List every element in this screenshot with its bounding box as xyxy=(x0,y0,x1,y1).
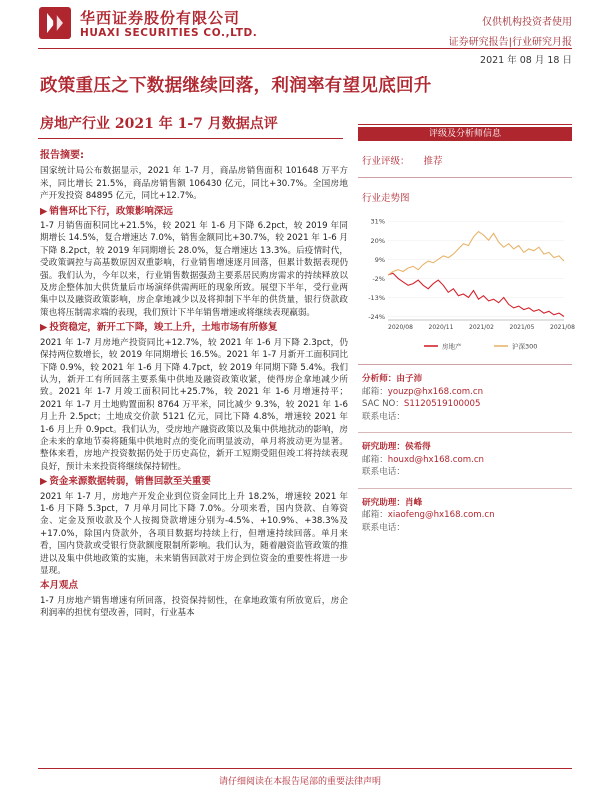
y-tick-label: 9% xyxy=(374,255,385,264)
section-heading xyxy=(40,476,348,488)
analyst-email[interactable]: xiaofeng@hx168.com.cn xyxy=(387,510,495,520)
section-body: 1-7 月房地产销售增速有所回落，投资保持韧性，在拿地政策有所放宽后，房企利润率的担忧有望改善，同时，行业基本 xyxy=(40,595,348,619)
audience-note: 仅供机构投资者使用 xyxy=(482,17,572,28)
rating-value: 推荐 xyxy=(423,156,443,167)
y-tick-label: 20% xyxy=(370,236,385,245)
analyst-email[interactable]: houxd@hx168.com.cn xyxy=(387,454,485,465)
y-tick-label: -13% xyxy=(368,293,385,302)
sidebar-divider xyxy=(358,177,572,178)
section-body: 2021 年 1-7 月房地产投资同比+12.7%，较 2021 年 1-6 月下降 2.3pct，仍保持两位数增长，较 2019 年同期增长 16.5%。2021 年 1-7 月新开工面积同比下降 0.9%，较 2021 年 1-6 月下降 4.7pct，较 2019 年同期下降 5.4%。我们认为，新开工有所回落主要系集中供地及融资政策收紧，使得房企拿地减少所致。2021 年 1-7 月竣工面积同比+25.7%，较 2021 年 1-6 月增速持平；2021 年 1-7 月土地购置面积 8764 万平米，同比减少 9.3%，较 2021 年 1-6 月上升 2.5pct；土地成交价款 5121 亿元，同比下降 4.8%，增速较 2021 年 1-6 月上升 0.9pct。我们认为，受房地产融资政策以及集中供地扰动的影响，房企未来的拿地节奏将随集中供地时点的变化而明显波动，单月将波动更为显著。整体来看，房地产投资数据仍处于历史高位，新开工短期受阻但竣工将持续表现良好，预计未来投资将继续保持韧性。 xyxy=(40,337,348,472)
analyst-role: 研究助理： xyxy=(362,442,405,452)
analyst-block xyxy=(358,441,572,479)
analyst-name: 肖峰 xyxy=(404,497,423,508)
x-tick-label: 2021/05 xyxy=(509,324,535,331)
email-label: 邮箱： xyxy=(362,454,388,465)
analyst-name: 侯希得 xyxy=(404,442,431,452)
report-date: 2021 年 08 月 18 日 xyxy=(480,55,572,66)
header-divider xyxy=(38,48,572,49)
rating-label: 行业评级： xyxy=(362,156,410,167)
trend-chart-svg xyxy=(358,210,575,360)
sidebar xyxy=(358,124,575,534)
analyst-block xyxy=(358,497,572,535)
bullet-arrow-icon: ▶ xyxy=(40,476,48,488)
sidebar-header: 评级及分析师信息 xyxy=(358,127,572,141)
sidebar-top-divider xyxy=(358,124,572,125)
sidebar-divider xyxy=(358,364,572,365)
company-name-cn: 华西证券股份有限公司 xyxy=(80,9,241,27)
report-type: 证券研究报告|行业研究月报 xyxy=(448,37,572,48)
analyst-divider xyxy=(358,488,572,489)
industry-rating xyxy=(358,153,572,167)
abstract-intro: 国家统计局公布数据显示，2021 年 1-7 月，商品房销售面积 101648 万平方米，同比增长 21.5%，商品房销售额 106430 亿元，同比+30.7%。全国房地产开发投资 84895 亿元，同比+12.7%。 xyxy=(40,166,348,202)
phone-label: 联系电话： xyxy=(362,411,405,422)
analyst-email[interactable]: youzp@hx168.com.cn xyxy=(387,386,484,397)
bullet-arrow-icon: ▶ xyxy=(40,205,48,217)
section-title: 资金来源数据转弱，销售回款至关重要 xyxy=(49,476,211,488)
y-tick-label: 31% xyxy=(370,217,385,226)
analyst-block xyxy=(358,373,572,423)
x-tick-label: 2021/08 xyxy=(550,324,575,331)
analyst-name: 由子沛 xyxy=(396,374,423,384)
abstract-heading: 报告摘要: xyxy=(40,150,84,161)
legal-notice: 请仔细阅读在本报告尾部的重要法律声明 xyxy=(218,777,381,787)
section-title: 投资稳定，新开工下降，竣工上升，土地市场有所修复 xyxy=(49,322,278,334)
section-heading xyxy=(40,580,348,592)
huaxi-logo-icon xyxy=(38,6,72,40)
series-line-房地产 xyxy=(388,273,564,316)
analyst-role: 研究助理： xyxy=(362,497,405,508)
phone-label: 联系电话： xyxy=(362,467,405,477)
report-title: 政策重压之下数据继续回落，利润率有望见底回升 xyxy=(40,76,432,96)
phone-label: 联系电话： xyxy=(362,522,405,533)
y-tick-label: -24% xyxy=(368,313,385,322)
email-label: 邮箱： xyxy=(362,510,388,520)
subtitle-divider xyxy=(38,138,343,139)
series-line-沪深300 xyxy=(388,232,564,275)
trend-chart-title: 行业走势图 xyxy=(362,193,410,204)
section-title: 销售环比下行，政策影响深远 xyxy=(49,205,173,217)
x-tick-label: 2020/08 xyxy=(388,324,413,331)
y-tick-label: -2% xyxy=(372,274,385,283)
x-tick-label: 2020/11 xyxy=(428,324,454,331)
section-body: 1-7 月销售面积同比+21.5%，较 2021 年 1-6 月下降 6.2pct，较 2019 年同期增长 14.5%，复合增速达 7.0%，销售金额同比+30.7%，较 2021 年 1-6 月下降 8.2pct，较 2019 年同期增长 28.0%，复合增速达 13.3%。后疫情时代，受政策调控与高基数原因双重影响，行业销售增速逐月回落，但累计数据表现仍强。我们认为，今年以来，行业销售数据强劲主要系居民购房需求的持续释放以及房企整体加大供货量后市场演绎供需两旺的现象所致。展望下半年，受行业两集中以及融资政策影响，房企拿地减少以及将抑制下半年的供货量，银行贷款政策也将压制需求端的表现，我们预计下半年销售增速或将继续表现羸弱。 xyxy=(40,221,348,318)
email-label: 邮箱： xyxy=(362,386,388,397)
x-tick-label: 2021/02 xyxy=(469,324,494,331)
analyst-role: 分析师： xyxy=(362,374,397,384)
report-abstract xyxy=(40,150,348,620)
company-logo xyxy=(38,6,298,40)
section-heading xyxy=(40,322,348,334)
legend-label: 房地产 xyxy=(442,342,462,351)
bullet-arrow-icon: ▶ xyxy=(40,322,48,334)
section-title: 本月观点 xyxy=(40,580,79,592)
section-heading xyxy=(40,206,348,218)
section-body: 2021 年 1-7 月，房地产开发企业到位资金同比上升 18.2%，增速较 2021 年 1-6 月下降 5.3pct，7 月单月同比下降 7.0%。分项来看，国内贷款、自筹资金、定金及预收款及个人按揭贷款增速分别为-4.5%、+10.9%、+38.3%及+17.0%，除国内贷款外，各项目数据均持续上行，但增速持续回落。单月来看，国内贷款或受银行贷款额度限制所影响。我们认为，随着融资监管政策的推进以及集中供地政策的实施，未来销售回款对于房企到位资金的重要性将进一步显现。 xyxy=(40,491,348,576)
report-subtitle: 房地产行业 2021 年 1-7 月数据点评 xyxy=(40,116,278,132)
company-name-en: HUAXI SECURITIES CO.,LTD. xyxy=(80,27,258,39)
footer-divider xyxy=(38,768,572,769)
legend-label: 沪深300 xyxy=(512,342,538,351)
sac-label: SAC NO： xyxy=(362,399,404,409)
trend-chart xyxy=(358,210,575,360)
analyst-divider xyxy=(358,432,572,433)
analyst-sac: S1120519100005 xyxy=(403,399,481,409)
